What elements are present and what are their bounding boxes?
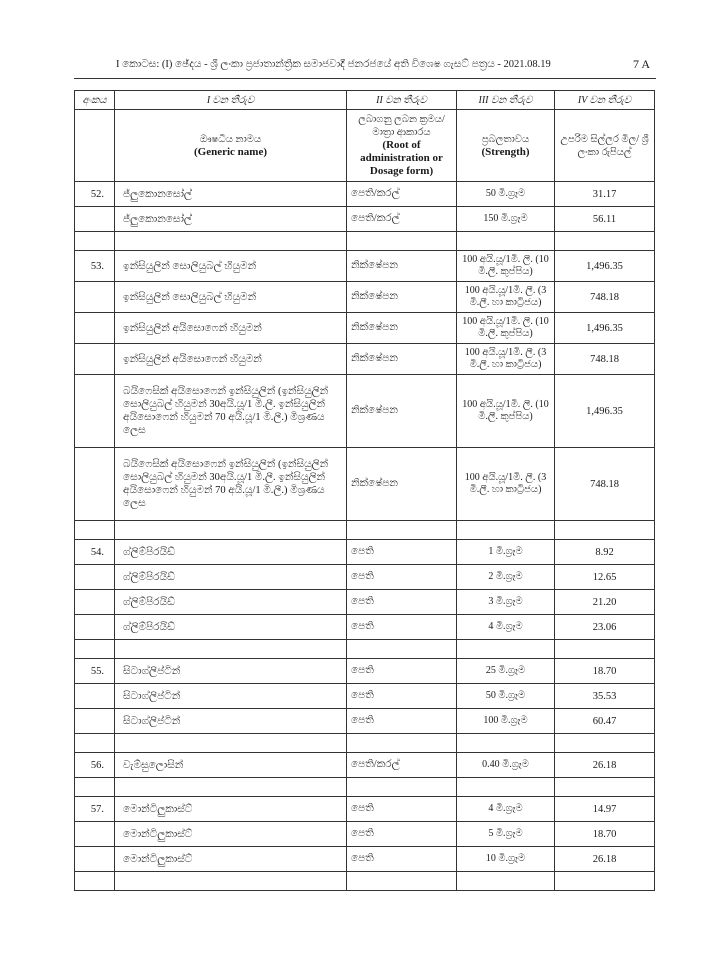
dosage-form-cell: නික්ෂේපන — [347, 313, 457, 344]
generic-name-cell: ජ්ලුකොනසෝල් — [115, 182, 347, 207]
row-number-cell: 57. — [75, 797, 115, 822]
col-header-3: III වන තීරුව — [457, 91, 555, 110]
price-cell: 31.17 — [555, 182, 655, 207]
spacer-row — [75, 640, 655, 659]
col-header-2: II වන තීරුව — [347, 91, 457, 110]
table-row — [75, 847, 655, 872]
price-cell: 748.18 — [555, 344, 655, 375]
gazette-title: I කොටස: (I) ඡේදය - ශ්‍රී ලංකා ප්‍රජාතාන්ත්‍රික සමාජවාදී ජනරජයේ අති විශෙෂ ගැසට් පත්‍රය - 2021.08.19 — [116, 59, 551, 70]
sub-header-strength — [457, 110, 555, 182]
table-row — [75, 565, 655, 590]
generic-name-cell: ජ්ලුකොනසෝල් — [115, 207, 347, 232]
dosage-form-cell: පෙති — [347, 822, 457, 847]
dosage-form-cell: නික්ෂේපන — [347, 251, 457, 282]
row-number-cell — [75, 565, 115, 590]
strength-cell: 2 මි.ග්‍රෑම — [457, 565, 555, 590]
sub-header-row — [75, 110, 655, 182]
table-row — [75, 251, 655, 282]
generic-name-cell: මොන්ටිලුකාස්ට් — [115, 847, 347, 872]
sub-header-price — [555, 110, 655, 182]
table-row — [75, 753, 655, 778]
generic-name-cell: සිටාග්ලිප්ටින් — [115, 709, 347, 734]
empty-cell — [115, 778, 347, 797]
table-row — [75, 615, 655, 640]
row-number-cell — [75, 615, 115, 640]
strength-cell: 100 අයි.යූ/1මි. ලී. (3 මි.ලී. හා කාට්‍රිජය) — [457, 282, 555, 313]
strength-cell: 10 මි.ග්‍රෑම — [457, 847, 555, 872]
generic-name-cell: ග්ලිම්පිරයිඩ් — [115, 590, 347, 615]
strength-cell: 50 මි.ග්‍රෑම — [457, 182, 555, 207]
generic-name-cell: ග්ලිම්පිරයිඩ් — [115, 565, 347, 590]
empty-cell — [75, 640, 115, 659]
strength-cell: 4 මි.ග්‍රෑම — [457, 615, 555, 640]
generic-name-cell: වැම්සුලොසින් — [115, 753, 347, 778]
row-number-cell — [75, 822, 115, 847]
empty-cell — [555, 778, 655, 797]
row-number-cell — [75, 709, 115, 734]
strength-cell: 100 අයි.යූ/1මි. ලී. (3 මි.ලී. හා කාට්‍රිජය) — [457, 344, 555, 375]
sub-header-generic-name — [115, 110, 347, 182]
dosage-form-si: ලබාගනු ලබන ක්‍රමය/ මාත්‍රා ආකාරය — [358, 114, 445, 138]
price-cell: 8.92 — [555, 540, 655, 565]
dosage-form-cell: පෙති/කරල් — [347, 207, 457, 232]
strength-cell: 150 මි.ග්‍රෑම — [457, 207, 555, 232]
empty-cell — [115, 232, 347, 251]
empty-cell — [347, 872, 457, 891]
col-header-4: IV වන තීරුව — [555, 91, 655, 110]
table-row — [75, 448, 655, 521]
spacer-row — [75, 232, 655, 251]
spacer-row — [75, 734, 655, 753]
generic-name-cell: මොන්ටිලුකාස්ට් — [115, 797, 347, 822]
dosage-form-cell: පෙති — [347, 540, 457, 565]
spacer-row — [75, 872, 655, 891]
generic-name-cell: ඉන්සියුලින් අයිසොෆෙන් හියුමන් — [115, 313, 347, 344]
generic-name-cell: ඉන්සියුලින් අයිසොෆෙන් හියුමන් — [115, 344, 347, 375]
empty-cell — [75, 521, 115, 540]
empty-cell — [555, 232, 655, 251]
dosage-form-cell: නික්ෂේපන — [347, 282, 457, 313]
strength-cell: 1 මි.ග්‍රෑම — [457, 540, 555, 565]
generic-name-cell: සිටාග්ලිප්ටින් — [115, 684, 347, 709]
table-row — [75, 659, 655, 684]
row-number-cell: 55. — [75, 659, 115, 684]
table-row — [75, 282, 655, 313]
strength-cell: 3 මි.ග්‍රෑම — [457, 590, 555, 615]
empty-cell — [115, 734, 347, 753]
generic-name-cell: ග්ලිම්පිරයිඩ් — [115, 540, 347, 565]
empty-cell — [347, 778, 457, 797]
generic-name-si: ඖෂධීය නාමය — [199, 133, 262, 145]
dosage-form-cell: පෙති — [347, 565, 457, 590]
page-header — [74, 57, 656, 75]
row-number-cell: 53. — [75, 251, 115, 282]
dosage-form-cell: නික්ෂේපන — [347, 448, 457, 521]
empty-cell — [75, 872, 115, 891]
strength-cell: 100 මි.ග්‍රෑම — [457, 709, 555, 734]
empty-cell — [555, 640, 655, 659]
sub-header-no — [75, 110, 115, 182]
price-cell: 1,496.35 — [555, 375, 655, 448]
empty-cell — [457, 521, 555, 540]
column-header-row — [75, 91, 655, 110]
empty-cell — [347, 232, 457, 251]
strength-cell: 100 අයි.යූ/1මි. ලී. (10 මි.ලී. කුප්පිය) — [457, 313, 555, 344]
price-cell: 14.97 — [555, 797, 655, 822]
row-number-cell: 52. — [75, 182, 115, 207]
dosage-form-cell: පෙති — [347, 684, 457, 709]
row-number-cell — [75, 448, 115, 521]
dosage-form-cell: නික්ෂේපන — [347, 344, 457, 375]
empty-cell — [75, 734, 115, 753]
dosage-form-cell: පෙති — [347, 847, 457, 872]
page-number: 7 A — [632, 57, 650, 71]
strength-cell: 100 අයි.යූ/1මි. ලී. (3 මි.ලී. හා කාට්‍රිජය) — [457, 448, 555, 521]
empty-cell — [75, 778, 115, 797]
dosage-form-cell: නික්ෂේපන — [347, 375, 457, 448]
table-row — [75, 797, 655, 822]
price-cell: 1,496.35 — [555, 313, 655, 344]
empty-cell — [457, 640, 555, 659]
drug-price-table — [74, 90, 655, 891]
table-row — [75, 684, 655, 709]
empty-cell — [457, 778, 555, 797]
dosage-form-cell: පෙති — [347, 590, 457, 615]
spacer-row — [75, 521, 655, 540]
strength-cell: 50 මි.ග්‍රෑම — [457, 684, 555, 709]
generic-name-cell: ග්ලිම්පිරයිඩ් — [115, 615, 347, 640]
strength-si: ප්‍රබලතාවය — [481, 133, 530, 145]
empty-cell — [457, 734, 555, 753]
row-number-cell: 56. — [75, 753, 115, 778]
empty-cell — [75, 232, 115, 251]
dosage-form-cell: පෙති/කරල් — [347, 753, 457, 778]
generic-name-cell: බයිෆෙසික් අයිසොෆෙන් ඉන්සියුලින් (ඉන්සියුලින් සොලියුබල් හියුමන් 30අයි.යූ/1 මි.ලී. ඉන්සියුලින් අයිසොෆෙන් හියුමන් 70 අයි.යූ/1 මි.ලී.) මිශ්‍රණය ලෙස — [115, 448, 347, 521]
empty-cell — [457, 232, 555, 251]
price-cell: 23.06 — [555, 615, 655, 640]
dosage-form-cell: පෙති — [347, 615, 457, 640]
spacer-row — [75, 778, 655, 797]
empty-cell — [457, 872, 555, 891]
strength-cell: 100 අයි.යූ/1මි. ලී. (10 මි.ලී. කුප්පිය) — [457, 375, 555, 448]
table-row — [75, 313, 655, 344]
price-cell: 35.53 — [555, 684, 655, 709]
price-cell: 748.18 — [555, 448, 655, 521]
empty-cell — [347, 640, 457, 659]
row-number-cell — [75, 684, 115, 709]
strength-cell: 25 මි.ග්‍රෑම — [457, 659, 555, 684]
row-number-cell — [75, 313, 115, 344]
generic-name-cell: ඉන්සියුලින් සොලියුබල් හියුමන් — [115, 251, 347, 282]
dosage-form-cell: පෙති — [347, 709, 457, 734]
col-header-1: I වන තීරුව — [115, 91, 347, 110]
price-si: උපරිම සිල්ලර මිල/ ශ්‍රී ලංකා රුපියල් — [560, 133, 649, 158]
price-cell: 26.18 — [555, 753, 655, 778]
table-row — [75, 182, 655, 207]
strength-cell: 100 අයි.යූ/1මි. ලී. (10 මි.ලී. කුප්පිය) — [457, 251, 555, 282]
row-number-cell — [75, 375, 115, 448]
table-row — [75, 709, 655, 734]
price-cell: 12.65 — [555, 565, 655, 590]
row-number-cell — [75, 344, 115, 375]
empty-cell — [555, 521, 655, 540]
header-divider — [74, 78, 656, 79]
price-cell: 18.70 — [555, 659, 655, 684]
empty-cell — [347, 521, 457, 540]
row-number-cell — [75, 847, 115, 872]
price-cell: 60.47 — [555, 709, 655, 734]
empty-cell — [555, 872, 655, 891]
strength-cell: 5 මි.ග්‍රෑම — [457, 822, 555, 847]
sub-header-dosage-form — [347, 110, 457, 182]
empty-cell — [555, 734, 655, 753]
empty-cell — [115, 640, 347, 659]
strength-cell: 0.40 මි.ග්‍රෑම — [457, 753, 555, 778]
table-row — [75, 344, 655, 375]
table-row — [75, 207, 655, 232]
dosage-form-cell: පෙති — [347, 659, 457, 684]
generic-name-cell: මොන්ටිලුකාස්ට් — [115, 822, 347, 847]
price-cell: 18.70 — [555, 822, 655, 847]
generic-name-en: (Generic name) — [194, 145, 267, 158]
empty-cell — [115, 872, 347, 891]
table-row — [75, 540, 655, 565]
dosage-form-cell: පෙති — [347, 797, 457, 822]
row-number-cell — [75, 207, 115, 232]
price-cell: 56.11 — [555, 207, 655, 232]
table-row — [75, 590, 655, 615]
strength-en: (Strength) — [481, 145, 530, 158]
generic-name-cell: සිටාග්ලිප්ටින් — [115, 659, 347, 684]
price-cell: 1,496.35 — [555, 251, 655, 282]
dosage-form-cell: පෙති/කරල් — [347, 182, 457, 207]
price-cell: 26.18 — [555, 847, 655, 872]
generic-name-cell: ඉන්සියුලින් සොලියුබල් හියුමන් — [115, 282, 347, 313]
empty-cell — [115, 521, 347, 540]
price-cell: 21.20 — [555, 590, 655, 615]
empty-cell — [347, 734, 457, 753]
strength-cell: 4 මි.ග්‍රෑම — [457, 797, 555, 822]
table-row — [75, 822, 655, 847]
col-header-no: අංකය — [75, 91, 115, 110]
row-number-cell: 54. — [75, 540, 115, 565]
row-number-cell — [75, 590, 115, 615]
row-number-cell — [75, 282, 115, 313]
table-row — [75, 375, 655, 448]
generic-name-cell: බයිෆෙසික් අයිසොෆෙන් ඉන්සියුලින් (ඉන්සියුලින් සොලියුබල් හියුමන් 30අයි.යූ/1 මි.ලී. ඉන්සියුලින් අයිසොෆෙන් හියුමන් 70 අයි.යූ/1 මි.ලී.) මිශ්‍රණය ලෙස — [115, 375, 347, 448]
price-cell: 748.18 — [555, 282, 655, 313]
dosage-form-en: (Root of administration or Dosage form) — [360, 139, 443, 177]
